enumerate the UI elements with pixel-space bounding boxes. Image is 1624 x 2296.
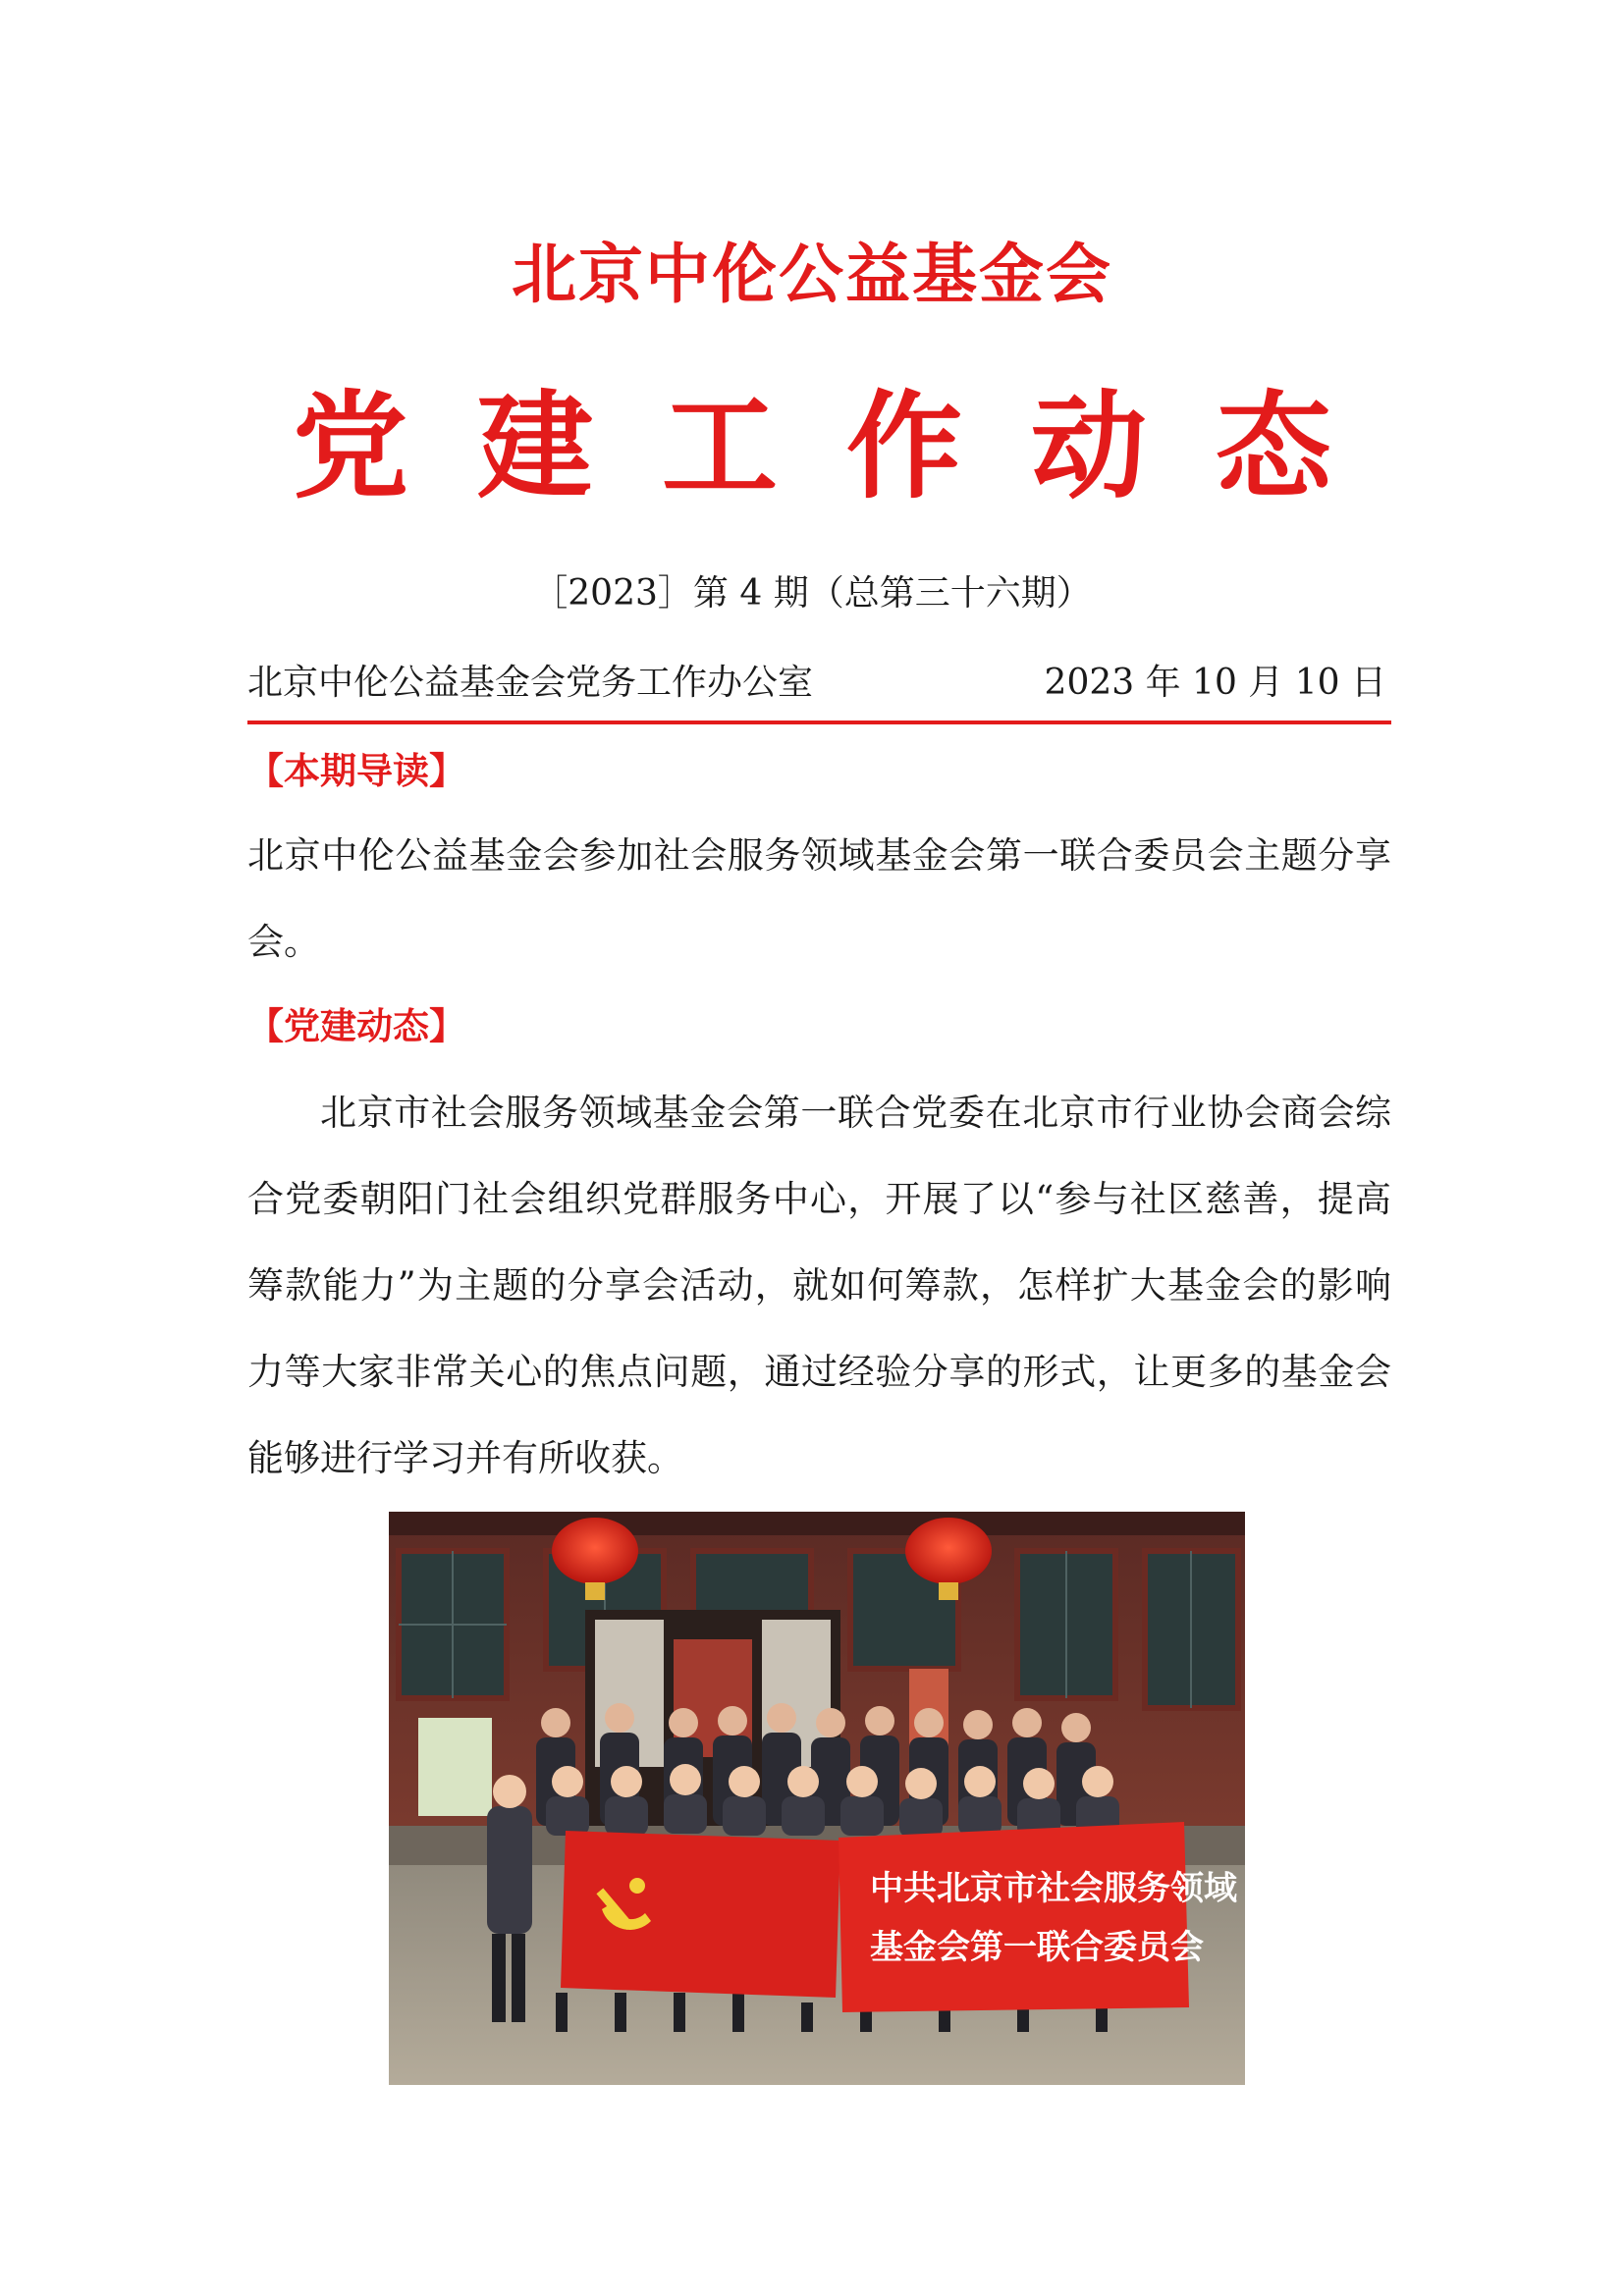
section-heading-news: 【党建动态】 [247, 1005, 465, 1047]
intro-paragraph: 北京中伦公益基金会参加社会服务领域基金会第一联合委员会主题分享会。 [247, 834, 1391, 963]
red-divider-line [247, 721, 1391, 724]
group-photo [389, 1512, 1245, 2085]
banner-line-1: 中共北京市社会服务领域 [870, 1869, 1237, 1908]
issue-date: 2023 年 10 月 10 日 [1044, 663, 1386, 703]
section-heading-intro: 【本期导读】 [247, 750, 465, 792]
newsletter-title: 党建工作动态 [292, 379, 1400, 514]
banner-line-2: 基金会第一联合委员会 [870, 1928, 1204, 1967]
issuer-office: 北京中伦公益基金会党务工作办公室 [247, 663, 814, 703]
organization-title: 北京中伦公益基金会 [512, 237, 1112, 312]
issuer-row [247, 654, 1386, 713]
news-paragraph: 北京市社会服务领域基金会第一联合党委在北京市行业协会商会综合党委朝阳门社会组织党群服务中心，开展了以“参与社区慈善，提高筹款能力”为主题的分享会活动，就如何筹款，怎样扩大基金会的影响力等大家非常关心的焦点问题，通过经验分享的形式，让更多的基金会能够进行学习并有所收获。 [247, 1092, 1391, 1479]
issue-number: ［2023］第 4 期（总第三十六期） [532, 573, 1092, 614]
